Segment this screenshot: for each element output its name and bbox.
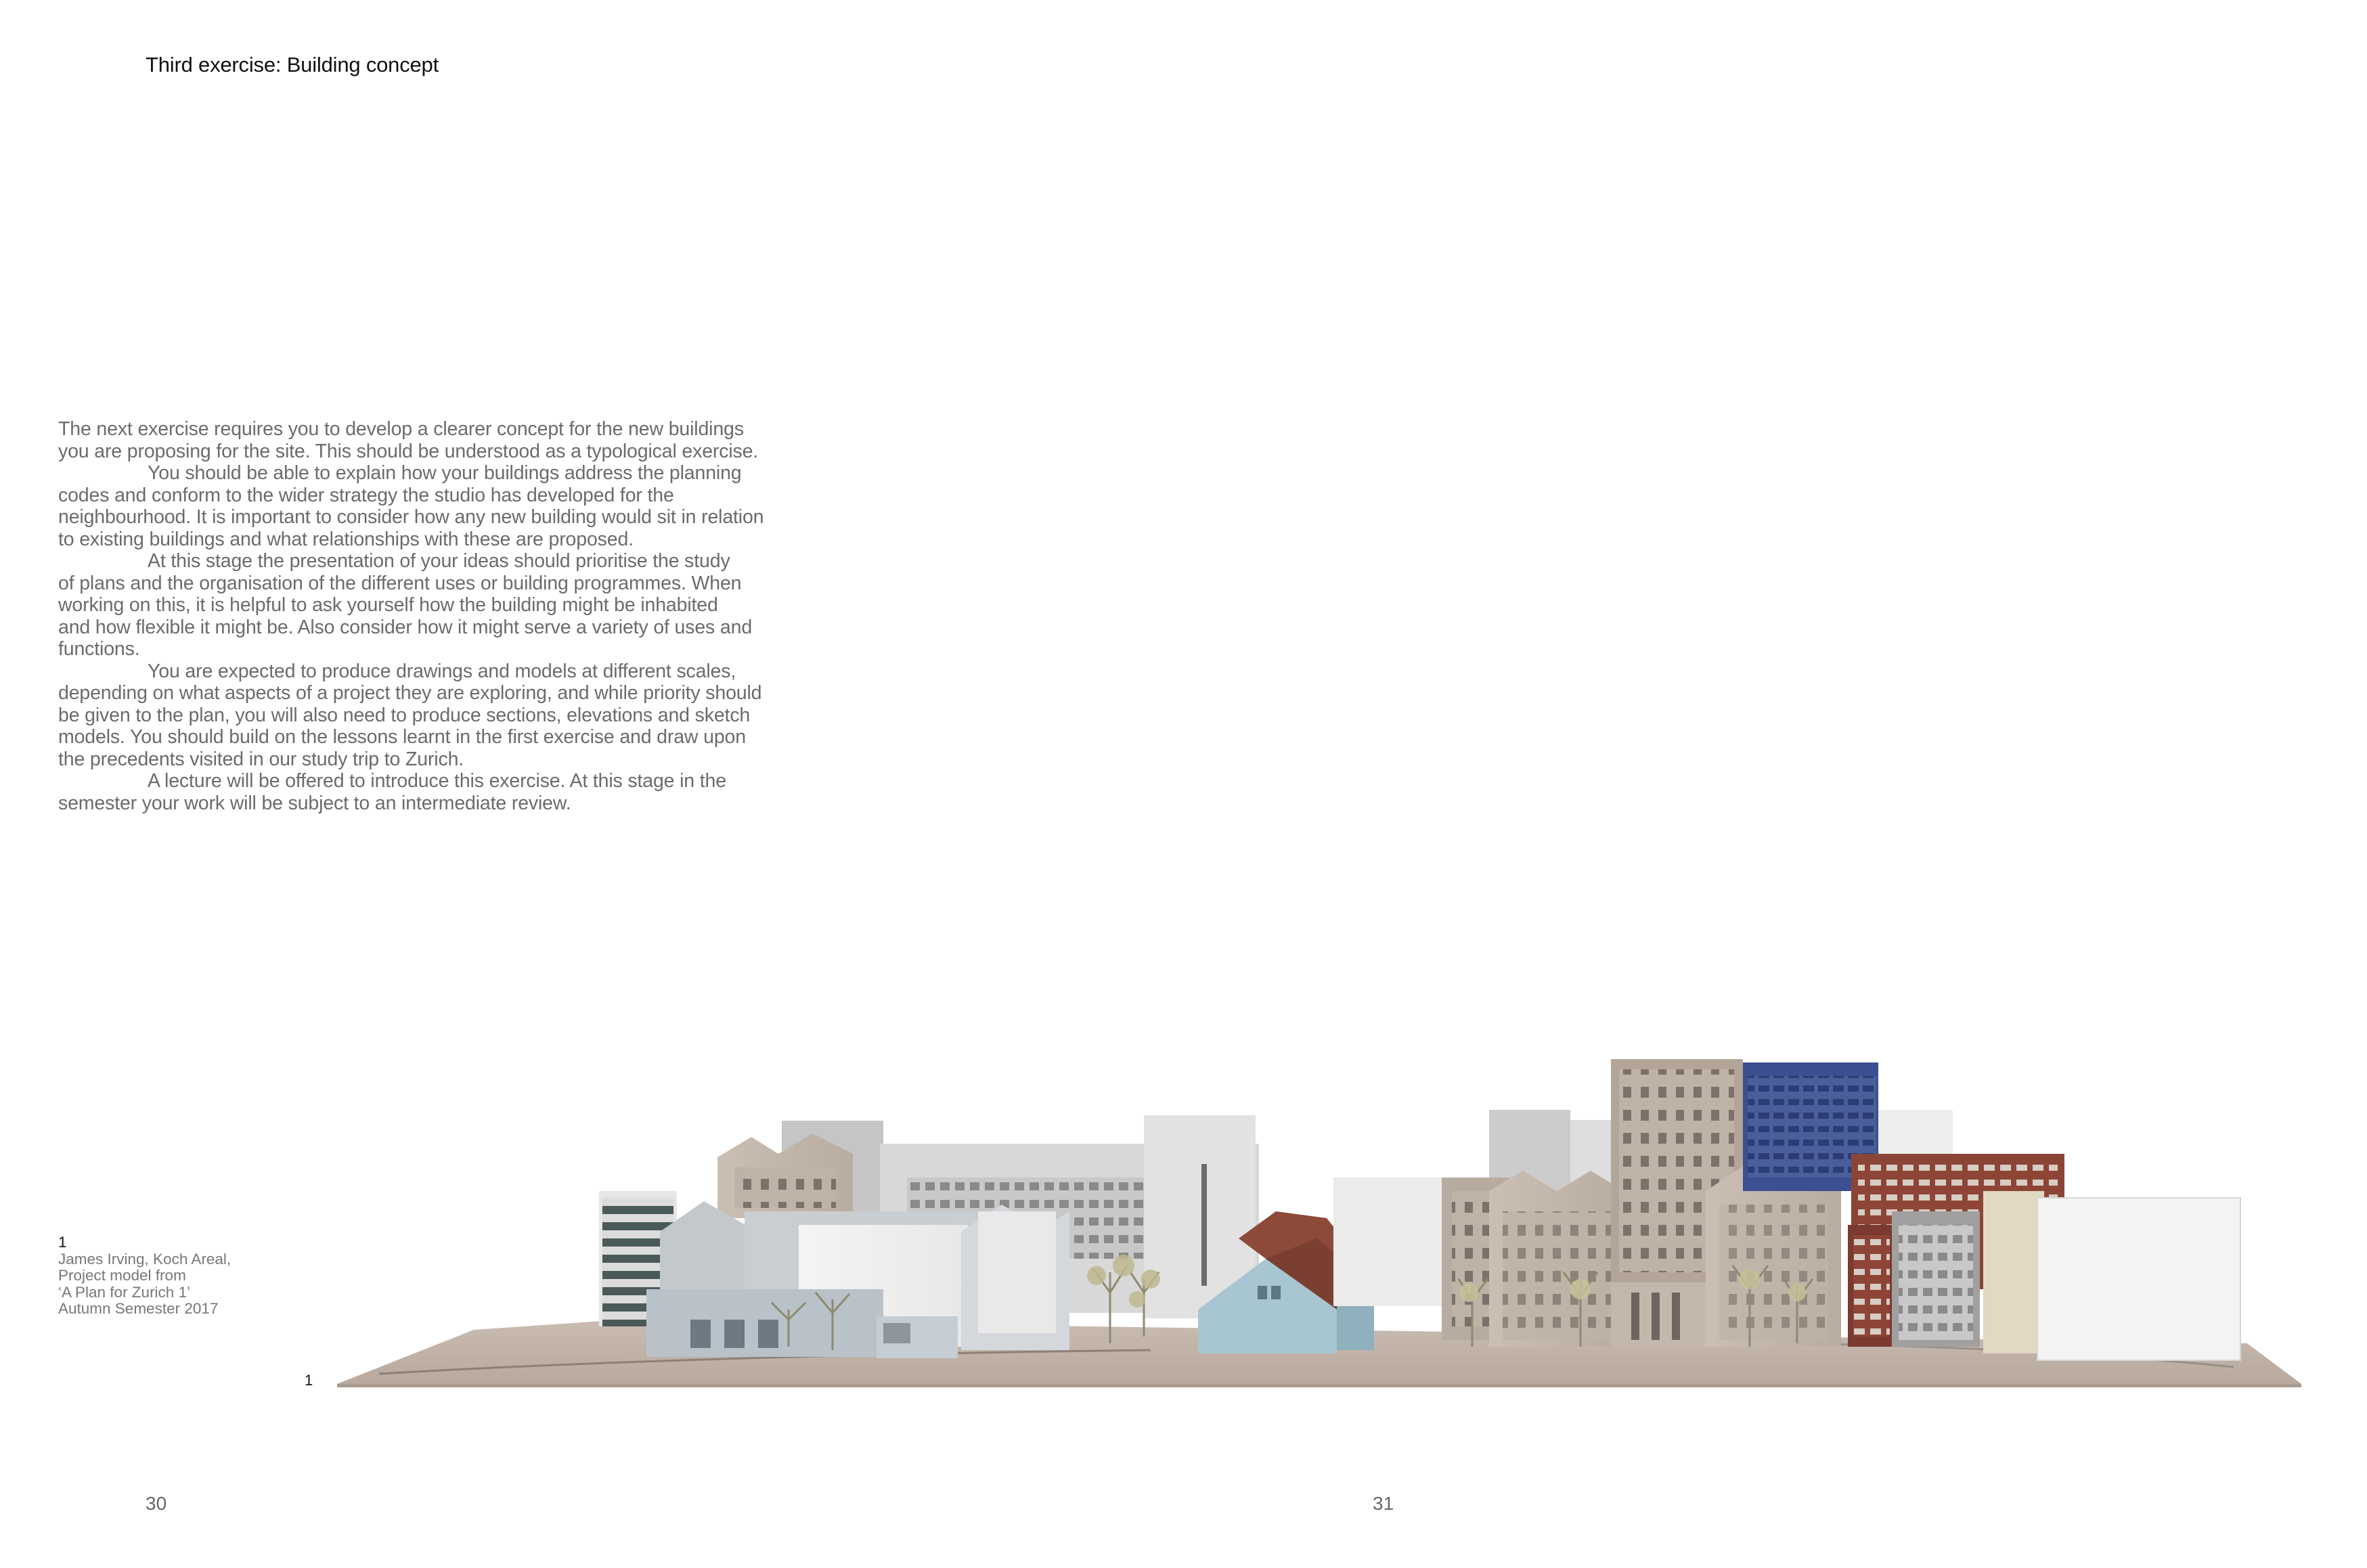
body-line: working on this, it is helpful to ask yourself how the building might be inhabited — [58, 594, 718, 616]
body-line: of plans and the organisation of the different uses or building programmes. When — [58, 572, 742, 594]
body-line: semester your work will be subject to an intermediate review. — [58, 792, 571, 814]
section-title: Third exercise: Building concept — [146, 53, 439, 76]
body-paragraph — [58, 660, 843, 771]
body-paragraph — [58, 418, 843, 462]
body-line: the precedents visited in our study trip to Zurich. — [58, 748, 464, 770]
body-text — [58, 418, 843, 814]
body-line: A lecture will be offered to introduce this exercise. At this stage in the — [148, 770, 726, 792]
right-page — [1183, 0, 2367, 1568]
caption-line: ‘A Plan for Zurich 1’ — [58, 1283, 191, 1301]
body-line: You should be able to explain how your buildings address the planning — [148, 462, 742, 484]
caption-number: 1 — [58, 1234, 67, 1251]
body-line: to existing buildings and what relationships with these are proposed. — [58, 528, 634, 550]
body-line: and how flexible it might be. Also consider how it might serve a variety of uses and — [58, 616, 753, 638]
body-line: The next exercise requires you to develop a clearer concept for the new buildings — [58, 418, 744, 440]
body-line: neighbourhood. It is important to consider how any new building would sit in relation — [58, 506, 764, 528]
body-paragraph — [58, 770, 843, 814]
body-line: models. You should build on the lessons learnt in the first exercise and draw upon — [58, 726, 746, 748]
body-line: functions. — [58, 638, 140, 660]
body-line: depending on what aspects of a project they are exploring, and while priority should — [58, 682, 762, 704]
body-paragraph — [58, 550, 843, 660]
page-number-left: 30 — [146, 1493, 167, 1514]
body-paragraph — [58, 462, 843, 550]
figure-caption — [58, 1234, 231, 1318]
body-line: be given to the plan, you will also need to produce sections, elevations and sketch — [58, 704, 751, 726]
caption-line: Autumn Semester 2017 — [58, 1300, 219, 1317]
body-line: You are expected to produce drawings and models at different scales, — [148, 660, 736, 682]
body-line: At this stage the presentation of your ideas should prioritise the study — [148, 550, 730, 572]
body-line: you are proposing for the site. This should be understood as a typological exercise. — [58, 440, 759, 462]
caption-line: Project model from — [58, 1267, 186, 1284]
body-line: codes and conform to the wider strategy the studio has developed for the — [58, 484, 674, 506]
caption-line: James Irving, Koch Areal, — [58, 1250, 231, 1268]
figure-number: 1 — [305, 1372, 313, 1389]
page-number-right: 31 — [1373, 1493, 1394, 1514]
